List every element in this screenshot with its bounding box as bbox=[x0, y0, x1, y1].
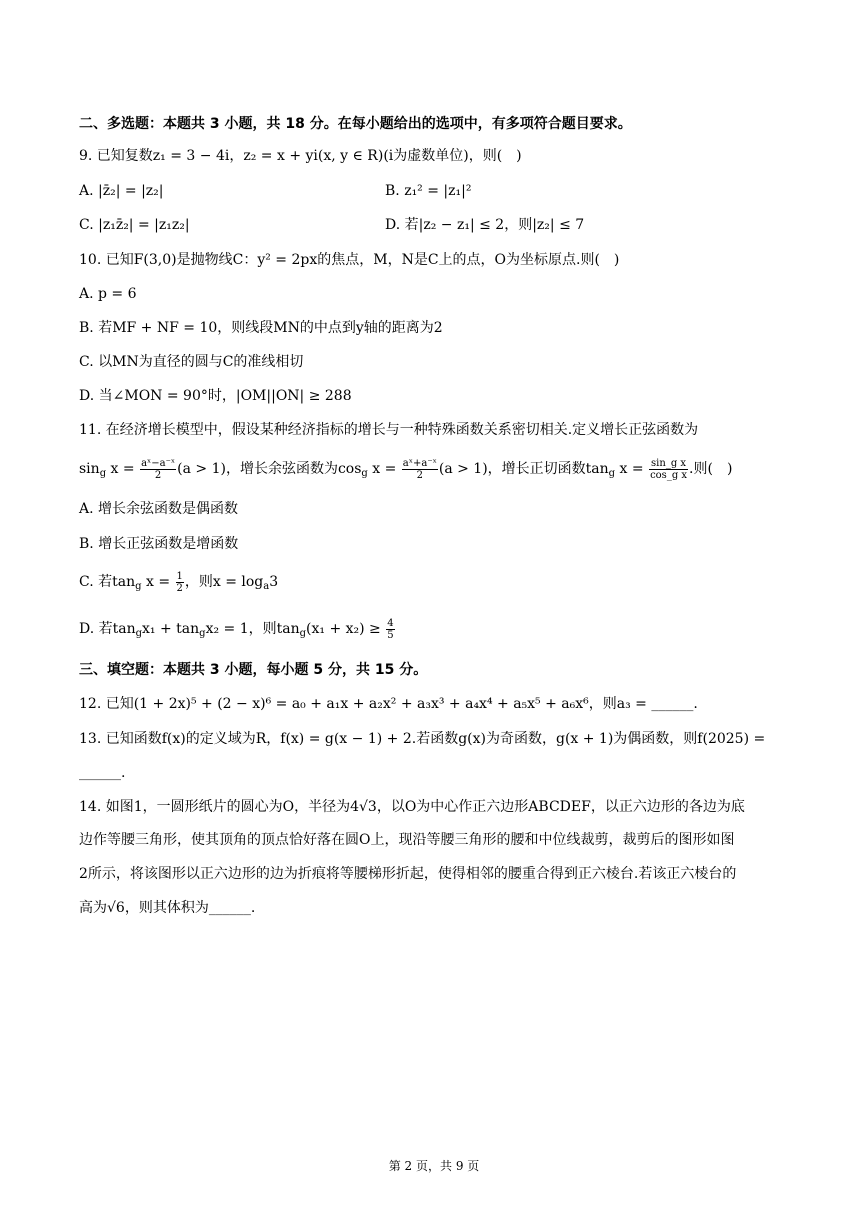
q11-option-b: B. 增长正弦函数是增函数 bbox=[79, 536, 239, 552]
q11-c-den: 2 bbox=[176, 582, 183, 594]
q10-stem: 10. 已知F(3,0)是抛物线C：y² = 2px的焦点，M，N是C上的点，O为坐标原点.则( ) bbox=[79, 252, 620, 268]
page-footer: 第 2 页，共 9 页 bbox=[388, 1159, 480, 1173]
q11-d-mid2: x₂ = 1，则tan bbox=[205, 621, 300, 637]
q11-sin-eq: x = bbox=[110, 461, 135, 477]
q11-d-sub3: g bbox=[299, 628, 307, 639]
q9-stem: 9. 已知复数z₁ = 3 − 4i，z₂ = x + yi(x, y ∈ R)(i为虚数单位)，则( ) bbox=[79, 148, 522, 164]
section-2-heading: 二、多选题：本题共 3 小题，共 18 分。在每小题给出的选项中，有多项符合题目要求。 bbox=[79, 116, 632, 132]
q11-d-pre: D. 若tan bbox=[79, 621, 136, 637]
q11-then: .则( ) bbox=[689, 461, 733, 477]
q11-d-sub1: g bbox=[135, 628, 143, 639]
q14-line-2: 边作等腰三角形，使其顶角的顶点恰好落在圆O上，现沿等腰三角形的腰和中位线裁剪，裁剪后的图形如图 bbox=[79, 832, 735, 848]
q11-tan-num: sin_g x bbox=[651, 457, 687, 469]
q11-option-d bbox=[79, 616, 396, 647]
q11-cos-eq: x = bbox=[372, 461, 397, 477]
q11-sin-num: aˣ−a⁻ˣ bbox=[141, 457, 176, 469]
q9-option-d: D. 若|z₂ − z₁| ≤ 2，则|z₂| ≤ 7 bbox=[385, 217, 585, 233]
q11-cos-fraction bbox=[402, 458, 438, 481]
q13-line-2: ______. bbox=[79, 765, 126, 781]
q14-line-1: 14. 如图1，一圆形纸片的圆心为O，半径为4√3，以O为中心作正六边形ABCDEF，以正六边形的各边为底 bbox=[79, 799, 745, 815]
q11-c-num: 1 bbox=[176, 570, 183, 582]
q11-sin-fraction bbox=[140, 458, 176, 481]
q9-option-c: C. |z₁z̄₂| = |z₁z₂| bbox=[79, 217, 190, 233]
q11-tan-den: cos_g x bbox=[650, 469, 688, 481]
q11-cos-text: (a > 1)，增长余弦函数为cos bbox=[177, 461, 362, 477]
q11-d-fraction bbox=[386, 618, 394, 641]
q11-option-a: A. 增长余弦函数是偶函数 bbox=[79, 501, 239, 517]
q11-option-c bbox=[79, 569, 278, 600]
q14-line-4: 高为√6，则其体积为______. bbox=[79, 900, 256, 916]
q11-c-sub: g bbox=[135, 581, 142, 592]
q11-tan-text: (a > 1)，增长正切函数tan bbox=[438, 461, 609, 477]
q11-c-post: ，则x = log bbox=[184, 574, 264, 590]
q10-option-b: B. 若MF + NF = 10，则线段MN的中点到y轴的距离为2 bbox=[79, 320, 443, 336]
q11-cos-sub: g bbox=[361, 468, 368, 479]
q11-cos-den: 2 bbox=[416, 469, 424, 481]
q9-option-b: B. z₁² = |z₁|² bbox=[385, 183, 472, 199]
q11-tan-sub: g bbox=[608, 468, 616, 479]
q13-line-1: 13. 已知函数f(x)的定义域为R，f(x) = g(x − 1) + 2.若函数g(x)为奇函数，g(x + 1)为偶函数，则f(2025) = bbox=[79, 731, 766, 747]
q11-c-sub2: a bbox=[263, 581, 270, 592]
q11-d-den: 5 bbox=[387, 629, 394, 641]
q11-tan-fraction bbox=[649, 458, 688, 481]
q11-sin-sub: g bbox=[99, 468, 107, 479]
q14-line-3: 2所示，将该图形以正六边形的边为折痕将等腰梯形折起，使得相邻的腰重合得到正六棱台.若该正六棱台的 bbox=[79, 866, 737, 882]
q11-c-pre: C. 若tan bbox=[79, 574, 136, 590]
q11-d-mid1: x₁ + tan bbox=[142, 621, 200, 637]
q11-c-mid: x = bbox=[145, 574, 171, 590]
q11-cos-num: aˣ+a⁻ˣ bbox=[402, 457, 437, 469]
q11-c-fraction bbox=[176, 571, 184, 594]
q9-option-a: A. |z̄₂| = |z₂| bbox=[79, 183, 164, 199]
q11-d-mid3: (x₁ + x₂) ≥ bbox=[306, 621, 381, 637]
q11-stem: 11. 在经济增长模型中，假设某种经济指标的增长与一种特殊函数关系密切相关.定义增长正弦函数为 bbox=[79, 422, 699, 438]
q11-tan-eq: x = bbox=[619, 461, 644, 477]
q11-sin-label: sin bbox=[79, 461, 100, 477]
q11-d-sub2: g bbox=[199, 628, 206, 639]
q11-definitions bbox=[79, 456, 732, 487]
q11-d-num: 4 bbox=[387, 617, 394, 629]
q10-option-a: A. p = 6 bbox=[79, 286, 137, 302]
q11-c-end: 3 bbox=[269, 574, 279, 590]
q12-stem: 12. 已知(1 + 2x)⁵ + (2 − x)⁶ = a₀ + a₁x + a₂x² + a₃x³ + a₄x⁴ + a₅x⁵ + a₆x⁶，则a₃ = ______. bbox=[79, 696, 698, 712]
q10-option-c: C. 以MN为直径的圆与C的准线相切 bbox=[79, 354, 304, 370]
section-3-heading: 三、填空题：本题共 3 小题，每小题 5 分，共 15 分。 bbox=[79, 662, 428, 678]
q10-option-d: D. 当∠MON = 90°时，|OM||ON| ≥ 288 bbox=[79, 388, 352, 404]
q11-sin-den: 2 bbox=[154, 469, 162, 481]
